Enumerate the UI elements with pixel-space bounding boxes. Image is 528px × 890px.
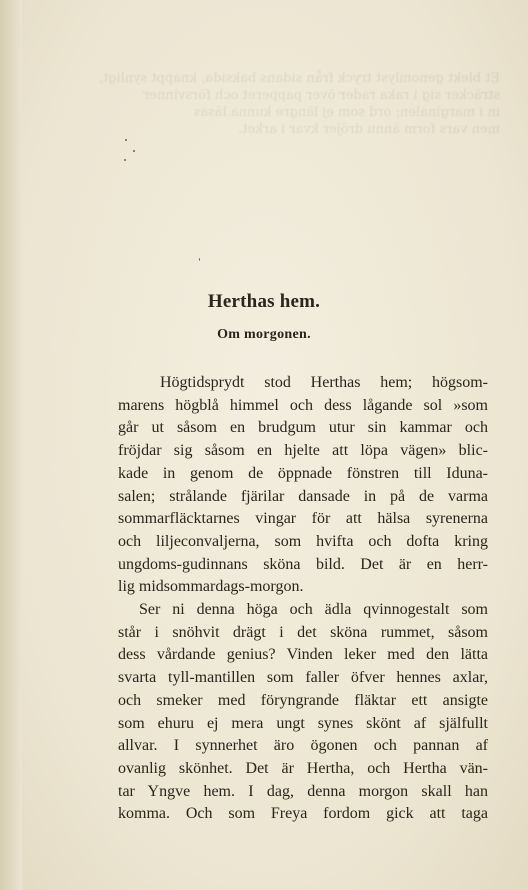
- paper-speck: [125, 139, 127, 141]
- text-line: kade in genom de öppnade fönstren till Iduna-: [118, 464, 488, 482]
- text-line: står i snöhvit drägt i det sköna rummet, såsom: [118, 623, 488, 641]
- text-line: ungdoms-gudinnans sköna bild. Det är en herr-: [118, 555, 488, 573]
- text-line: fröjdar sig såsom en hjelte att löpa vägen» blic-: [118, 442, 488, 460]
- text-line: som ehuru ej mera ungt synes skönt af själfullt: [118, 714, 488, 732]
- text-line: marens högblå himmel och dess lågande sol »som: [118, 396, 488, 414]
- text-line: allvar. I synnerhet äro ögonen och pannan af: [118, 737, 488, 755]
- paper-speck: [199, 258, 200, 261]
- paper-speck: [133, 150, 135, 152]
- text-line: Högtidsprydt stod Herthas hem; högsom-: [160, 374, 488, 391]
- paper-speck: [124, 159, 126, 161]
- body-text: [118, 372, 488, 826]
- text-line: svarta tyll-mantillen som faller öfver hennes axlar,: [118, 669, 488, 687]
- text-line: komma. Och som Freya fordom gick att taga: [118, 805, 488, 823]
- bleed-through-text: Et blekt genomlyst tryck från sidans baksida, knappt synligt, sträcker sig i raka rader över papperet och försvinner in i marginalen; ord som ej längre kunna läsas men vars form ännu dröjer kvar i arket.: [98, 71, 500, 137]
- text-line: tar Yngve hem. I dag, denna morgon skall han: [118, 782, 488, 800]
- text-line: lig midsommardags-morgon.: [118, 578, 304, 596]
- text-line: Ser ni denna höga och ädla qvinnogestalt som: [139, 601, 488, 619]
- text-line: och liljeconvaljerna, som hvifta och dofta kring: [118, 532, 488, 550]
- text-line: sommarfläcktarnes vingar för att hälsa syrenerna: [118, 510, 488, 528]
- text-line: går ut såsom en brudgum utur sin kammar och: [118, 419, 488, 437]
- chapter-title: Herthas hem.: [207, 291, 321, 312]
- text-line: salen; strålande fjärilar dansade in på de varma: [118, 487, 488, 505]
- page-gutter-shadow: [0, 0, 22, 890]
- text-line: dess vårdande genius? Vinden leker med den lätta: [118, 646, 488, 664]
- chapter-subtitle: Om morgonen.: [217, 327, 311, 342]
- text-line: ovanlig skönhet. Det är Hertha, och Hertha vän-: [118, 759, 488, 777]
- text-line: och smeker med föryngrande fläktar ett ansigte: [118, 691, 488, 709]
